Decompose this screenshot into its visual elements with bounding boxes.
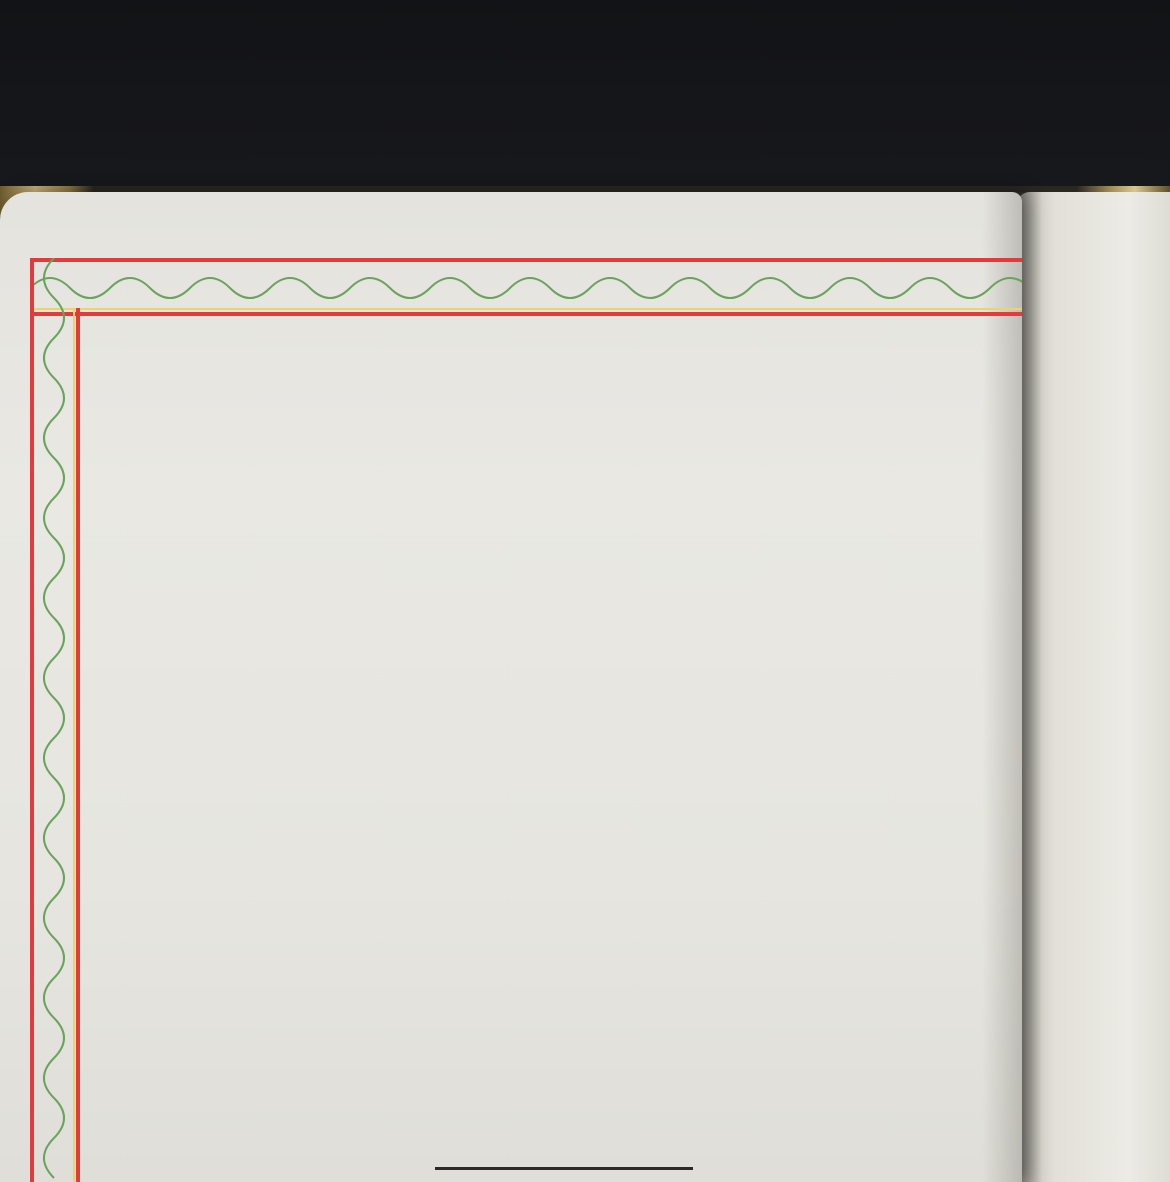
text-area <box>0 192 1022 1170</box>
facing-page <box>1016 192 1170 1182</box>
book-page <box>0 192 1022 1182</box>
